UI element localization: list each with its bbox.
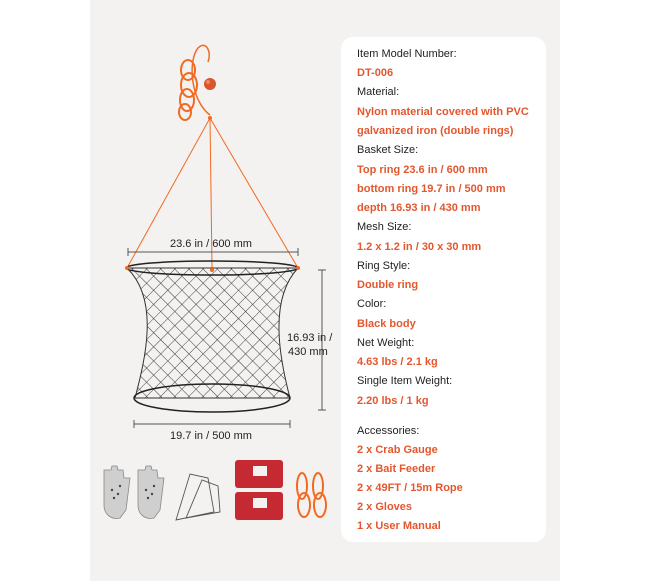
material-label: Material: xyxy=(357,86,400,98)
net-weight-label: Net Weight: xyxy=(357,337,415,349)
depth-label-line1: 16.93 in / xyxy=(287,332,333,344)
depth-label-line2: 430 mm xyxy=(288,346,328,358)
crab-net-icon xyxy=(125,261,300,412)
model-value: DT-006 xyxy=(357,67,394,79)
basket-size-value-3: depth 16.93 in / 430 mm xyxy=(357,202,481,214)
ring-style-label: Ring Style: xyxy=(357,260,411,272)
accessory-item: 2 x Crab Gauge xyxy=(357,444,438,456)
material-value-1: Nylon material covered with PVC xyxy=(357,106,529,118)
color-value: Black body xyxy=(357,318,416,330)
single-weight-value: 2.20 lbs / 1 kg xyxy=(357,395,429,407)
material-value-2: galvanized iron (double rings) xyxy=(357,125,514,137)
top-width-label: 23.6 in / 600 mm xyxy=(170,238,252,250)
basket-size-value-2: bottom ring 19.7 in / 500 mm xyxy=(357,183,506,195)
bait-feeder-icon xyxy=(235,460,283,520)
bottom-width-label: 19.7 in / 500 mm xyxy=(170,430,252,442)
crab-net-illustration xyxy=(90,0,350,581)
basket-size-value-1: Top ring 23.6 in / 600 mm xyxy=(357,164,488,176)
accessories-label: Accessories: xyxy=(357,425,420,437)
color-label: Color: xyxy=(357,298,387,310)
depth-label xyxy=(287,331,332,359)
net-weight-value: 4.63 lbs / 2.1 kg xyxy=(357,356,438,368)
accessory-item: 2 x Gloves xyxy=(357,501,413,513)
accessory-item: 2 x Bait Feeder xyxy=(357,463,436,475)
spare-rope-icon xyxy=(297,473,326,517)
accessory-item: 1 x User Manual xyxy=(357,520,441,532)
mesh-size-label: Mesh Size: xyxy=(357,221,412,233)
float-buoy-icon xyxy=(204,78,216,90)
glove-icon xyxy=(104,466,164,518)
basket-size-label: Basket Size: xyxy=(357,144,419,156)
mesh-size-value: 1.2 x 1.2 in / 30 x 30 mm xyxy=(357,241,482,253)
single-weight-label: Single Item Weight: xyxy=(357,375,453,387)
accessory-item: 2 x 49FT / 15m Rope xyxy=(357,482,463,494)
ring-style-value: Double ring xyxy=(357,279,419,291)
crab-gauge-icon xyxy=(176,474,220,520)
model-label: Item Model Number: xyxy=(357,48,457,60)
